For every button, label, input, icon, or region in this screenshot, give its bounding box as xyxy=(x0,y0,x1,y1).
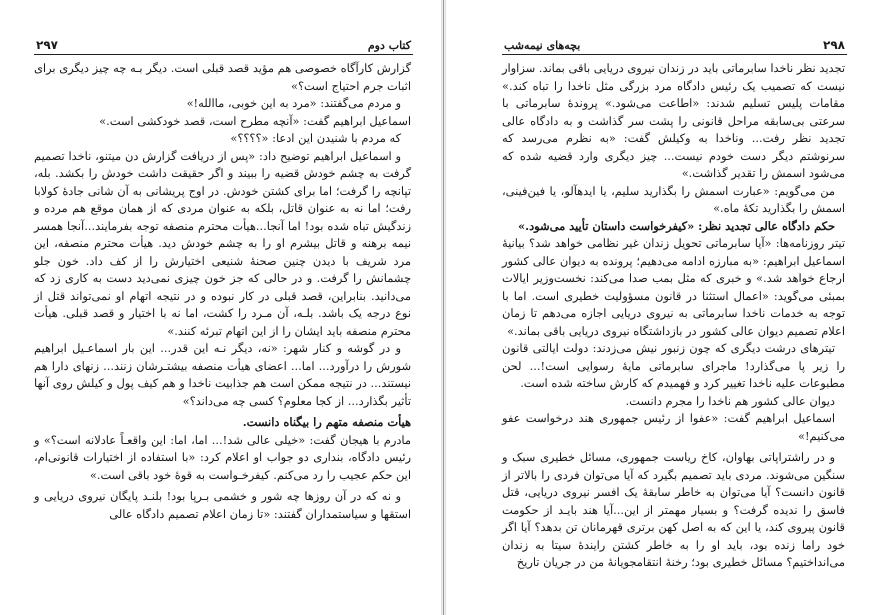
header-rule xyxy=(34,54,413,55)
paragraph: حکم دادگاه عالی تجدید نظر: «کیفرخواست داستان تأیید می‌شود.» xyxy=(517,218,835,233)
page-header xyxy=(504,36,845,52)
page-number: ۲۹۸ xyxy=(823,38,845,52)
page-number: ۲۹۷ xyxy=(36,38,58,52)
paragraph: دیوان عالی کشور هم ناخدا را مجرم دانست. xyxy=(625,393,835,408)
gutter-line xyxy=(443,0,444,615)
paragraph: اسماعیل ابراهیم گفت: «آنچه مطرح است، قصد خودکشی است.» xyxy=(99,113,411,128)
paragraph: اسماعیل ابراهیم گفت: «عفوا از رئیس جمهوری هند درخواست عفو می‌کنیم!» xyxy=(502,411,845,443)
paragraph: و در گوشه و کنار شهر: «نه، دیگر نـه این قدر... این بار اسماعـیل ابراهیم شورش را درآورد... اما... اعضای هیأت منصفه بیشتـرشان زنند... زنهای دارا هم نیستند... در نتیجه ممکن است هم جذابیت ناخدا و هم کیف پول و کیلش روی آنها تأثیر بگذارد... از کجا معلوم؟ کسی چه می‌داند؟» xyxy=(34,341,411,408)
paragraph: تجدید نظر ناخدا سابرماتی باید در زندان نیروی دریایی باقی بماند. سزاوار نیست که تصمیب یک رئیس دادگاه مرد بزرگی مثل ناخدا را تباه کند.» مقامات پلیس تسلیم شدند: «اطاعت می‌شود.» پروندهٔ سابرماتی با سرعتی بی‌سابقه مراحل قانونی را پشت سر گذاشت و به دادگاه عالی تجدید نظر رفت... وناخدا به وکیلش گفت: «به نظرم می‌رسد که سرنوشتم دیگر دست خودم نیست... چیز دیگری وارد قضیه شده که می‌شود اسمش را تقدیر گذاشت.» xyxy=(502,61,845,180)
paragraph: مادرم با هیجان گفت: «خیلی عالی شد!... اما، اما: این واقعـاً عادلانه است؟» و رئیس دادگاه، بنداری دو جواب او اعلام کرد: «با استفاده از اختیارات قانونی‌ام، این حکم عجیب را رد می‌کنم. کیفرخـواست به قوهٔ خود باقی است.» xyxy=(34,432,411,482)
paragraph: که مردم با شنیدن این ادعا: «؟؟؟؟» xyxy=(230,131,401,145)
page-header xyxy=(36,36,411,52)
paragraph: هیأت منصفه متهم را بیگناه دانست. xyxy=(242,415,411,429)
paragraph: تیترهای درشت دیگری که چون زنبور نیش می‌زدند: دولت ایالتی قانون را زیر پا می‌گذارد! ماجرای سابرماتی مایهٔ رسوایی است!... لحن مطبوعات علیه ناخدا تغییر کرد و فهمیدم که کارش ساخته شده است. xyxy=(502,341,845,390)
page-body xyxy=(34,60,411,523)
paragraph: من می‌گویم: «عبارت اسمش را بگذارید سلیم، یا ایدهآلو، یا فین‌فینی، اسمش را بگذارید تکهٔ ماه.» xyxy=(502,183,845,215)
paragraph: و در راشتراپاتی بهاوان، کاخ ریاست جمهوری، مسائل خطیری سبک و سنگین می‌شوند. مردی باید تصمیم بگیرد که آیا می‌توان فردی را بالاتر از قانون دانست؟ آیا می‌توان به خاطر سابقهٔ یک افسر نیروی دریایی، قتل فاسق را ندیده گرفت؟ و بسیار مهمتر از این...آیا هند بایـد از حکومت قانون پیروی کند، یا این که به اصل کهن برتری قهرمانان تن بدهد؟ آیا اگر خود راما زنده بود، باید او را به خاطر کشتن رایندهٔ سیتا به زندان می‌انداختیم؟ مسائل خطیری بود؛ رخنهٔ انتقامجویانهٔ من در جریان تاریخ xyxy=(502,450,845,569)
running-title: کتاب دوم xyxy=(367,39,411,52)
running-title: بچه‌های نیمه‌شب xyxy=(504,39,581,52)
paragraph: و اسماعیل ابراهیم توضیح داد: «پس از دریافت گزارش دن میتنو، ناخدا تصمیم گرفت به چشم خودش قضیه را ببیند و اگر حقیقت داشت خودش را بکشد. بله، تپانچه را گرفت؛ اما برای کشتن خودش. در اوج پریشانی به آن شانی جادهٔ کولابا رفت؛ اما نه به عنوان قاتل، بلکه به عنوان مردی که از همان موقع هم مرده و زندگیش تباه شده بود! اما آنجا...هیأت محترم منصفه توجه بفرمایند...آنجا همسر نیمه برهنه و قاتل بیشرم او را به چشم خودش دید. هیأت محترم منصفه، این مرد شریف با دیدن چنین صحنهٔ شنیعی اختیارش را از کف داد. خون جلو چشمانش را گرفت. و در حالی که جز خون چیزی نمی‌دید دست به کاری زد که می‌دانید. بنابراین، قصد قبلی در کار نبوده و در نتیجه اتهام او نمی‌تواند قتل از نوع درجه یک باشد. بلـه، آن مـرد را کشت، اما نه با اختیار و قصد قبلی. هیأت محترم منصفه باید ایشان را از این اتهام تبرئه کنند.» xyxy=(34,148,411,338)
paragraph: و نه که در آن روزها چه شور و خشمی بـرپا بود! بلنـد پایگان نیروی دریایی و استقها و سیاستمداران گفتند: «تا زمان اعلام تصمیم دادگاه عالی xyxy=(34,489,411,521)
left-page xyxy=(0,0,441,615)
page-body xyxy=(502,60,845,572)
paragraph: گزارش کارآگاه خصوصی هم مؤید قصد قبلی است. دیگر بـه چه چیز دیگری برای اثبات جرم احتیاج است؟» xyxy=(34,61,411,93)
paragraph: و مردم می‌گفتند: «مرد به این خوبی، ماالله!» xyxy=(186,96,401,110)
paragraph: تیتر روزنامه‌ها: «آیا سابرماتی تحویل زندان غیر نظامی خواهد شد؟ بیانیهٔ اسماعیل ابراهیم: «به مبارزه ادامه می‌دهیم؛ پرونده به دیوان عالی کشور ارجاع خواهد شد.» و خبری که مثل بمب صدا می‌کند: نخست‌وزیر ایالات بمبئی می‌گوید: «اعمال استثنا در قانون مسؤولیت خطیری است. اما با توجه به خدمات ناخدا سابرماتی به نیروی دریایی اجازه می‌دهم تا زمان اعلام تصمیم دیوان عالی کشور در بازداشتگاه نیروی دریایی باقی بماند.» xyxy=(502,236,845,338)
right-page xyxy=(446,0,885,615)
header-rule xyxy=(502,54,847,55)
